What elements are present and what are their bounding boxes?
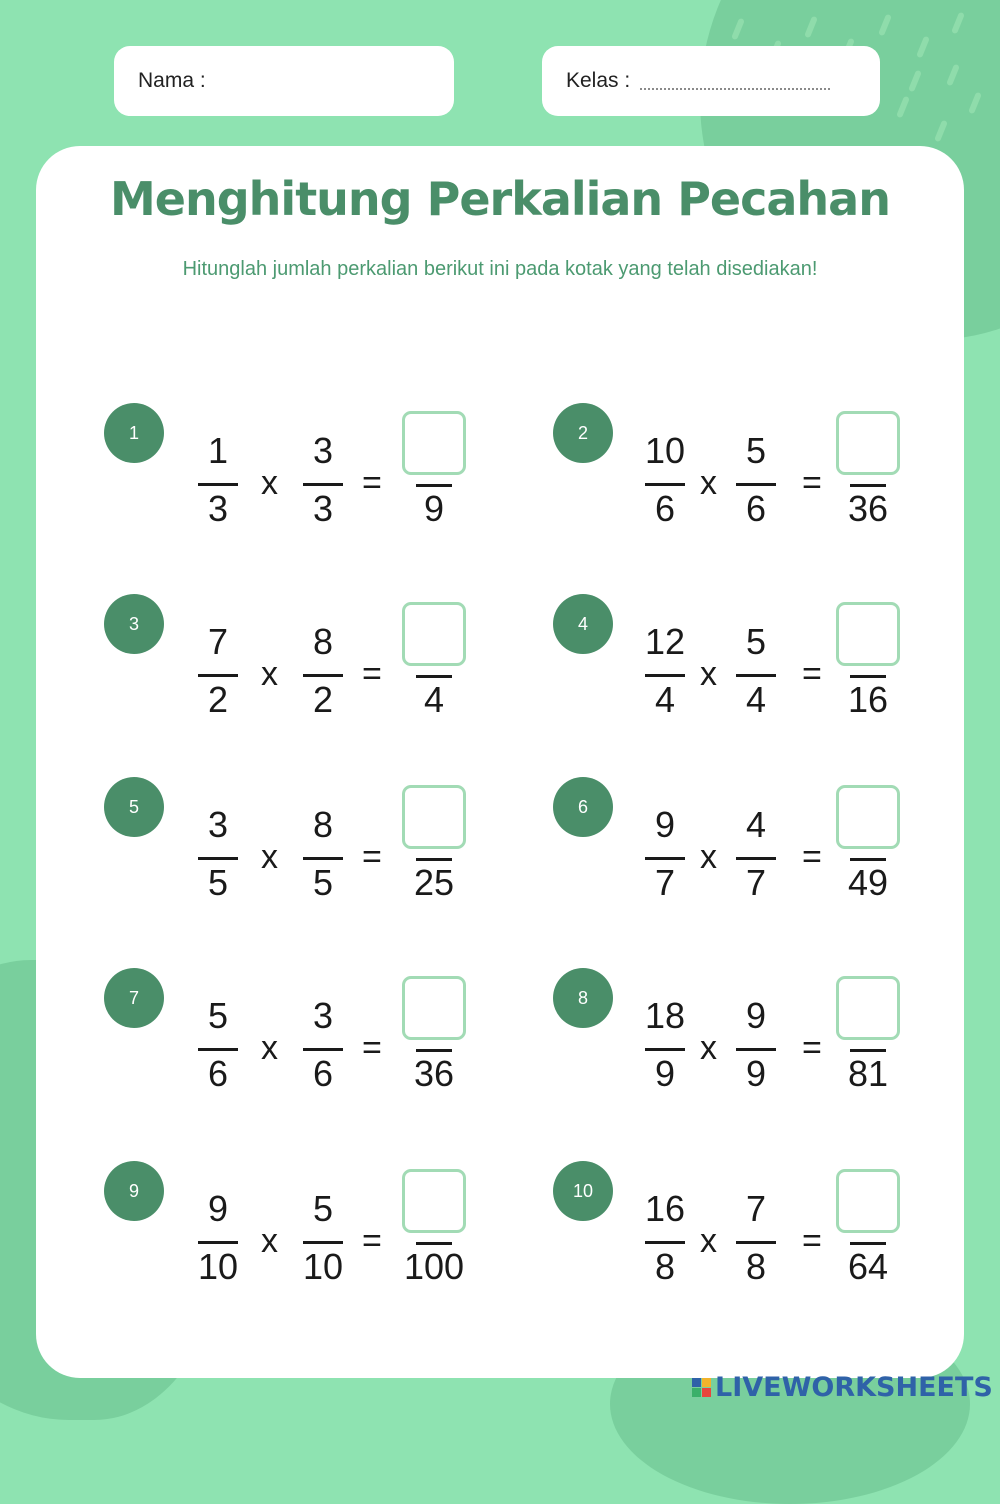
problem-number-badge: 10 — [553, 1161, 613, 1221]
numerator: 4 — [745, 804, 767, 845]
denominator: 10 — [303, 1246, 344, 1287]
denominator: 6 — [207, 1053, 229, 1094]
answer-denominator: 81 — [847, 1053, 889, 1094]
denominator: 3 — [312, 488, 334, 529]
equals-sign: = — [802, 838, 822, 876]
denominator: 2 — [312, 679, 334, 720]
problem-number-badge: 7 — [104, 968, 164, 1028]
answer-input-box[interactable] — [836, 785, 900, 849]
numerator: 5 — [207, 995, 229, 1036]
first-fraction — [198, 431, 238, 531]
problem-number-badge: 4 — [553, 594, 613, 654]
fraction-bar — [303, 674, 343, 677]
answer-denominator: 25 — [413, 862, 455, 903]
equals-sign: = — [362, 464, 382, 502]
equals-sign: = — [802, 1222, 822, 1260]
denominator: 4 — [654, 679, 676, 720]
fraction-bar — [303, 1048, 343, 1051]
fraction-bar — [303, 483, 343, 486]
equals-sign: = — [802, 464, 822, 502]
numerator: 7 — [745, 1188, 767, 1229]
fraction-bar — [645, 857, 685, 860]
name-label: Nama : — [138, 69, 206, 92]
first-fraction — [645, 805, 685, 905]
fraction-bar — [303, 857, 343, 860]
answer-fraction-bar — [416, 858, 452, 861]
denominator: 4 — [745, 679, 767, 720]
answer-input-box[interactable] — [402, 602, 466, 666]
answer-denominator: 100 — [403, 1246, 465, 1287]
multiply-sign: x — [700, 1029, 717, 1067]
multiply-sign: x — [261, 1029, 278, 1067]
first-fraction — [198, 1189, 238, 1289]
fraction-bar — [736, 674, 776, 677]
problem-number-badge: 1 — [104, 403, 164, 463]
first-fraction — [645, 622, 685, 722]
fraction-bar — [645, 483, 685, 486]
multiply-sign: x — [261, 464, 278, 502]
answer-denominator: 9 — [423, 488, 445, 529]
worksheet-title: Menghitung Perkalian Pecahan — [110, 172, 890, 226]
numerator: 3 — [312, 995, 334, 1036]
denominator: 3 — [207, 488, 229, 529]
problem-number-badge: 8 — [553, 968, 613, 1028]
answer-denominator: 4 — [423, 679, 445, 720]
answer-fraction-bar — [850, 1242, 886, 1245]
answer-fraction-bar — [850, 484, 886, 487]
problem-number-badge: 6 — [553, 777, 613, 837]
answer-denominator: 16 — [847, 679, 889, 720]
numerator: 5 — [745, 621, 767, 662]
fraction-bar — [198, 1241, 238, 1244]
fraction-bar — [303, 1241, 343, 1244]
answer-denominator: 64 — [847, 1246, 889, 1287]
multiply-sign: x — [261, 655, 278, 693]
answer-fraction-bar — [850, 858, 886, 861]
denominator: 2 — [207, 679, 229, 720]
equals-sign: = — [802, 655, 822, 693]
multiply-sign: x — [700, 655, 717, 693]
equals-sign: = — [362, 1222, 382, 1260]
denominator: 5 — [207, 862, 229, 903]
denominator: 9 — [745, 1053, 767, 1094]
numerator: 7 — [207, 621, 229, 662]
second-fraction — [736, 805, 776, 905]
equals-sign: = — [362, 838, 382, 876]
worksheet-instruction: Hitunglah jumlah perkalian berikut ini pada kotak yang telah disediakan! — [182, 258, 818, 280]
numerator: 12 — [645, 621, 686, 662]
multiply-sign: x — [700, 464, 717, 502]
denominator: 6 — [312, 1053, 334, 1094]
fraction-bar — [198, 857, 238, 860]
answer-fraction-bar — [850, 675, 886, 678]
answer-fraction-bar — [416, 1049, 452, 1052]
first-fraction — [645, 431, 685, 531]
worksheet-card — [36, 146, 964, 1378]
second-fraction — [303, 996, 343, 1096]
answer-denominator: 36 — [847, 488, 889, 529]
answer-denominator: 36 — [413, 1053, 455, 1094]
answer-input-box[interactable] — [402, 785, 466, 849]
fraction-bar — [198, 483, 238, 486]
denominator: 7 — [654, 862, 676, 903]
equals-sign: = — [362, 655, 382, 693]
denominator: 5 — [312, 862, 334, 903]
numerator: 3 — [312, 430, 334, 471]
multiply-sign: x — [700, 838, 717, 876]
equals-sign: = — [362, 1029, 382, 1067]
answer-input-box[interactable] — [836, 602, 900, 666]
answer-fraction-bar — [416, 675, 452, 678]
second-fraction — [736, 431, 776, 531]
fraction-bar — [736, 857, 776, 860]
answer-input-box[interactable] — [402, 1169, 466, 1233]
answer-fraction-bar — [850, 1049, 886, 1052]
fraction-bar — [645, 1048, 685, 1051]
fraction-bar — [736, 1241, 776, 1244]
class-label: Kelas : — [566, 69, 631, 92]
problem-number-badge: 5 — [104, 777, 164, 837]
first-fraction — [198, 996, 238, 1096]
numerator: 9 — [745, 995, 767, 1036]
denominator: 8 — [654, 1246, 676, 1287]
numerator: 18 — [645, 995, 686, 1036]
answer-input-box[interactable] — [402, 411, 466, 475]
fraction-bar — [736, 1048, 776, 1051]
fraction-bar — [645, 1241, 685, 1244]
denominator: 9 — [654, 1053, 676, 1094]
answer-fraction-bar — [416, 484, 452, 487]
answer-input-box[interactable] — [836, 411, 900, 475]
second-fraction — [736, 622, 776, 722]
denominator: 8 — [745, 1246, 767, 1287]
answer-input-box[interactable] — [836, 976, 900, 1040]
liveworksheets-logo — [692, 1372, 993, 1403]
fraction-bar — [198, 674, 238, 677]
answer-input-box[interactable] — [836, 1169, 900, 1233]
second-fraction — [303, 805, 343, 905]
multiply-sign: x — [261, 838, 278, 876]
first-fraction — [198, 622, 238, 722]
denominator: 10 — [198, 1246, 239, 1287]
name-field[interactable] — [114, 46, 454, 116]
problem-number-badge: 9 — [104, 1161, 164, 1221]
numerator: 10 — [645, 430, 686, 471]
numerator: 9 — [207, 1188, 229, 1229]
numerator: 8 — [312, 621, 334, 662]
first-fraction — [198, 805, 238, 905]
fraction-bar — [198, 1048, 238, 1051]
answer-fraction-bar — [416, 1242, 452, 1245]
second-fraction — [303, 1189, 343, 1289]
answer-denominator: 49 — [847, 862, 889, 903]
class-field[interactable] — [542, 46, 880, 116]
second-fraction — [736, 996, 776, 1096]
multiply-sign: x — [700, 1222, 717, 1260]
denominator: 6 — [745, 488, 767, 529]
liveworksheets-logo-icon — [692, 1378, 711, 1397]
second-fraction — [303, 431, 343, 531]
equals-sign: = — [802, 1029, 822, 1067]
denominator: 7 — [745, 862, 767, 903]
first-fraction — [645, 1189, 685, 1289]
fraction-bar — [736, 483, 776, 486]
denominator: 6 — [654, 488, 676, 529]
second-fraction — [736, 1189, 776, 1289]
numerator: 1 — [207, 430, 229, 471]
numerator: 9 — [654, 804, 676, 845]
class-dotted-line — [640, 88, 830, 90]
fraction-bar — [645, 674, 685, 677]
answer-input-box[interactable] — [402, 976, 466, 1040]
numerator: 5 — [312, 1188, 334, 1229]
second-fraction — [303, 622, 343, 722]
logo-text: LIVEWORKSHEETS — [715, 1372, 993, 1403]
multiply-sign: x — [261, 1222, 278, 1260]
numerator: 5 — [745, 430, 767, 471]
problem-number-badge: 3 — [104, 594, 164, 654]
numerator: 3 — [207, 804, 229, 845]
numerator: 8 — [312, 804, 334, 845]
problem-number-badge: 2 — [553, 403, 613, 463]
first-fraction — [645, 996, 685, 1096]
numerator: 16 — [645, 1188, 686, 1229]
